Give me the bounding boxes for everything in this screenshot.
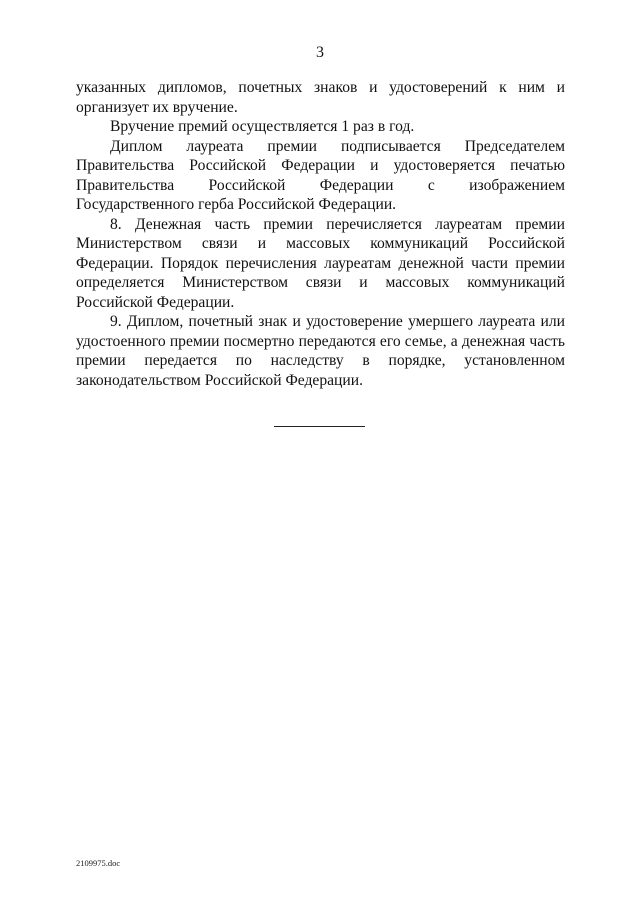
paragraph-diploma-signing: Диплом лауреата премии подписывается Председателем Правительства Российской Федерации и удостоверяется печатью Правительства Российской Федерации с изображением Государственного герба Российской Федерации. [76, 137, 565, 213]
document-body [76, 78, 565, 390]
paragraph-item-8-monetary-part: 8. Денежная часть премии перечисляется лауреатам премии Министерством связи и массовых коммуникаций Российской Федерации. Порядок перечисления лауреатам денежной части премии определяется Министерством связи и массовых коммуникаций Российской Федерации. [76, 215, 565, 311]
end-of-text-rule [274, 426, 365, 427]
paragraph-continuation: указанных дипломов, почетных знаков и удостоверений к ним и организует их вручение. [76, 79, 565, 116]
paragraph-item-9-posthumous: 9. Диплом, почетный знак и удостоверение умершего лауреата или удостоенного премии посмертно передаются его семье, а денежная часть премии передается по наследству в порядке, установленном законодательством Российской Федерации. [76, 313, 565, 389]
page-number: 3 [316, 44, 324, 61]
footer-file-code: 2109975.doc [76, 858, 121, 868]
paragraph-award-frequency: Вручение премий осуществляется 1 раз в год. [110, 118, 415, 135]
